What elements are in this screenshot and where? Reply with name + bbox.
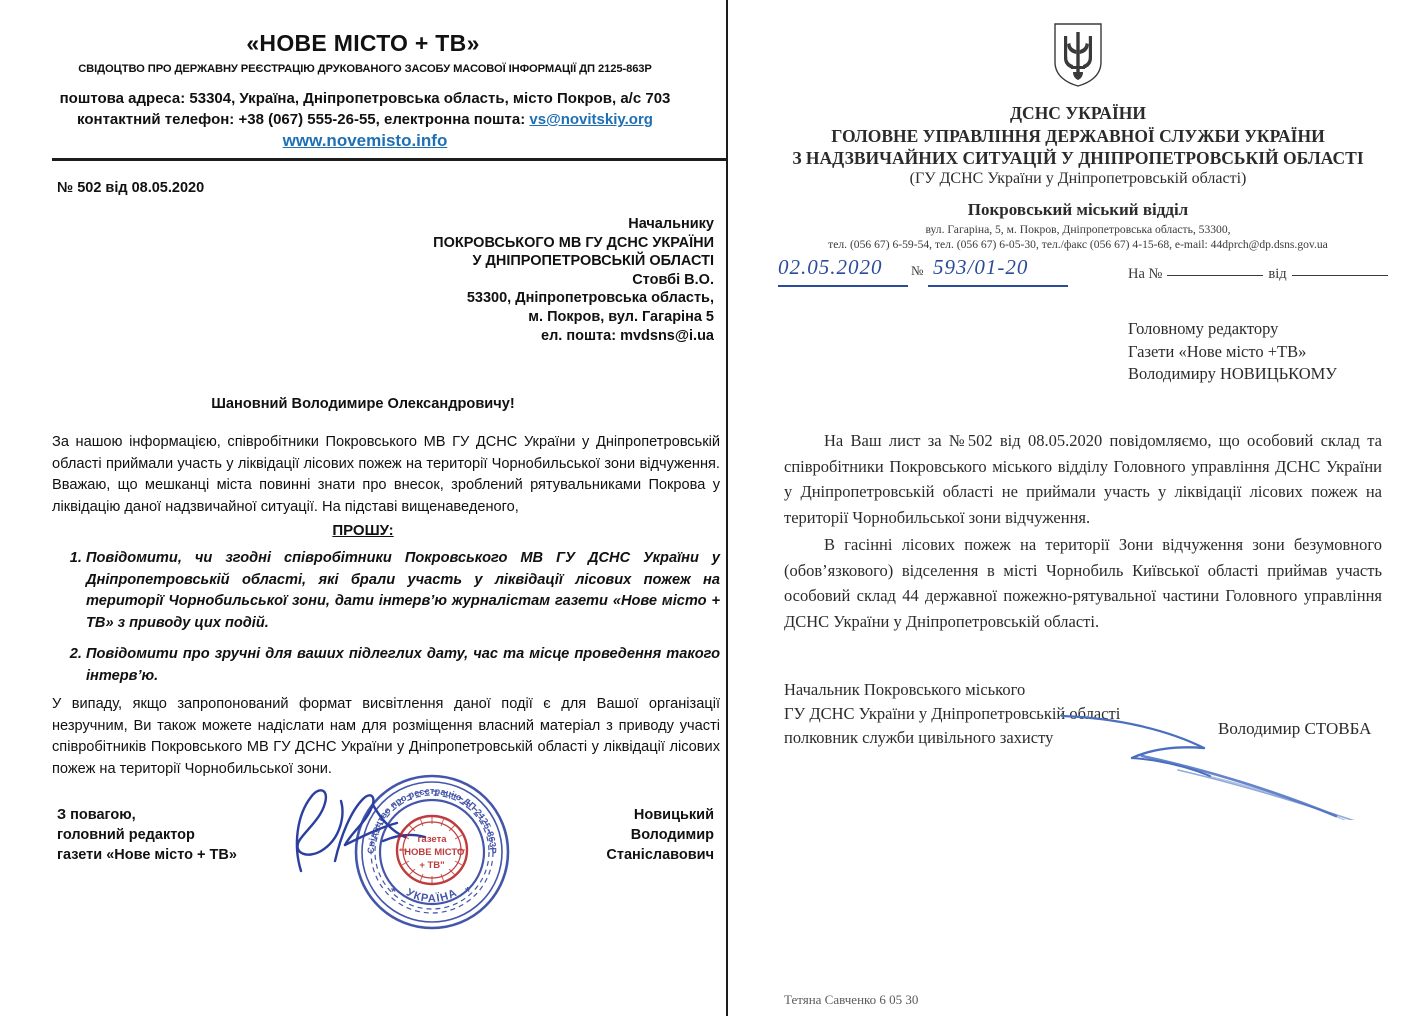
request-heading: ПРОШУ: (332, 522, 394, 539)
registration-number-field (778, 255, 1068, 289)
organization-name-block (738, 102, 1418, 170)
postal-address-line: поштова адреса: 53304, Україна, Дніпропетровська область, місто Покров, а/с 703 (59, 90, 671, 107)
organization-short-name: (ГУ ДСНС України у Дніпропетровській області) (909, 170, 1247, 187)
recipient-line: Володимиру НОВИЦЬКОМУ (1128, 364, 1337, 383)
org-line: З НАДЗВИЧАЙНИХ СИТУАЦІЙ У ДНІПРОПЕТРОВСЬКІЙ ОБЛАСТІ (792, 148, 1364, 168)
handwritten-registration-date: 02.05.2020 (778, 255, 883, 279)
svg-text:*: * (465, 884, 471, 899)
addressee-line: ПОКРОВСЬКОГО МВ ГУ ДСНС УКРАЇНИ (433, 234, 714, 251)
signer-firstname: Володимир (630, 827, 714, 843)
addressee-line: 53300, Дніпропетровська область, (466, 290, 714, 307)
letter-body-paragraph-2: У випаду, якщо запропонований формат висвітлення даної події є для Вашої організації незручним, Ви також можете надіслати нам для розміщення власний матеріал з приводу участі співробітників Покровського МВ ГУ ДСНС України у Дніпропетровській області у ліквідації лісових пожеж на території Чорнобильської зони. (52, 696, 720, 777)
department-address-line: вул. Гагаріна, 5, м. Покров, Дніпропетровська область, 53300, (925, 223, 1231, 236)
stamp-inner-line-2: "НОВЕ МІСТО (399, 847, 465, 858)
reply-body-paragraph-2: В гасінні лісових пожеж на території Зони відчуження зони безумовного (обов’язкового) відселення в місті Чорнобиль Київської області приймав участь особовий склад 44 державної пожежно-рятувальної частини Головного управління ДСНС України у Дніпропетровській області. (784, 535, 1382, 631)
ukraine-trident-emblem-icon (1051, 22, 1105, 88)
addressee-line: У ДНІПРОПЕТРОВСЬКІЙ ОБЛАСТІ (472, 253, 714, 270)
document-preparer-footer: Тетяна Савченко 6 05 30 (784, 992, 919, 1007)
signoff-line: газети «Нове місто + ТВ» (57, 847, 237, 863)
reply-ref-blank[interactable] (1167, 262, 1263, 276)
stamp-outer-top-text: Свідоцтво про реєстрацію ДП 2125-863Р (365, 785, 499, 854)
signer-name: Володимир СТОВБА (1218, 719, 1372, 738)
request-item: 1. Повідомити, чи згодні співробітники Покровського МВ ГУ ДСНС України у Дніпропетровській області, які брали участь у ліквідації лісових пожеж на території Чорнобильської зони, дати інтерв’ю журналістам газети «Нове місто + ТВ» з приводу цих подій. (86, 548, 720, 634)
department-name: Покровський міський відділ (967, 200, 1189, 219)
phone-label: контактний телефон: +38 (067) 555-26-55, електронна пошта: (77, 111, 530, 128)
org-line: ДСНС УКРАЇНИ (1010, 103, 1146, 123)
signoff-line: головний редактор (57, 827, 195, 843)
registration-number-underline (928, 285, 1068, 287)
addressee-line: Начальнику (628, 216, 714, 232)
registration-certificate-line: СВІДОЦТВО ПРО ДЕРЖАВНУ РЕЄСТРАЦІЮ ДРУКОВАНОГО ЗАСОБУ МАСОВОЇ ІНФОРМАЦІЇ ДП 2125-863Р (78, 63, 652, 75)
website-link[interactable] (40, 131, 690, 151)
stamp-inner-line-3: + ТВ" (419, 860, 445, 871)
right-document-reply-letter (728, 0, 1428, 1016)
recipient-line: Головному редактору (1128, 319, 1279, 338)
signer-title-line: Начальник Покровського міського (784, 680, 1026, 699)
official-round-stamp (352, 772, 512, 932)
signoff-role-block (57, 805, 237, 865)
department-address-line: тел. (056 67) 6-59-54, тел. (056 67) 6-05-30, тел./факс (056 67) 4-15-68, e-mail: 44dprch@dp.dsns.gov.ua (828, 238, 1328, 251)
phone-email-line (40, 109, 690, 130)
letter-body-paragraph-1: За нашою інформацією, співробітники Покровського МВ ГУ ДСНС України у Дніпропетровській області приймали участь у ліквідації лісових пожеж на території Чорнобильської зони відчуження. Вважаю, що мешканці міста повинні знати про внесок, зроблений рятувальниками Покрова у ліквідацію даної надзвичайної ситуації. На підставі вищенаведеного, (52, 434, 720, 515)
registration-date-underline (778, 285, 908, 287)
svg-text:*: * (391, 884, 397, 899)
recipient-block (1128, 318, 1428, 386)
signer-title-line: ГУ ДСНС України у Дніпропетровській області (784, 704, 1121, 723)
letter-reference-number: № 502 від 08.05.2020 (57, 180, 205, 196)
request-items-list (52, 548, 720, 697)
addressee-line: ел. пошта: mvdsns@i.ua (541, 327, 714, 344)
signoff-line: З повагою, (57, 807, 136, 823)
signer-patronymic: Станіславович (606, 847, 714, 863)
reply-date-blank[interactable] (1292, 262, 1388, 276)
signer-surname: Новицький (633, 807, 714, 823)
masthead-title: «НОВЕ МІСТО + ТВ» (246, 30, 480, 56)
addressee-line: м. Покров, вул. Гагаріна 5 (528, 308, 714, 325)
handwritten-registration-number: 593/01-20 (933, 255, 1029, 279)
masthead-contact-block (40, 88, 690, 130)
reply-ref-label: На № (1128, 266, 1163, 282)
reply-reference-field (1128, 262, 1393, 283)
stamp-inner-line-1: газета (417, 834, 447, 845)
org-line: ГОЛОВНЕ УПРАВЛІННЯ ДЕРЖАВНОЇ СЛУЖБИ УКРАЇНИ (831, 125, 1325, 146)
stamp-outer-bottom-text: УКРАЇНА (404, 886, 460, 906)
addressee-line: Стовбі В.О. (632, 271, 714, 288)
reply-date-label: від (1268, 266, 1287, 282)
website-link-text[interactable]: www.novemisto.info (282, 131, 448, 150)
letter-greeting: Шановний Володимире Олександровичу! (211, 396, 515, 412)
recipient-line: Газети «Нове місто +ТВ» (1128, 341, 1307, 361)
email-link[interactable]: vs@novitskiy.org (529, 111, 653, 128)
department-contact-block (738, 222, 1418, 252)
masthead-rule (52, 158, 726, 161)
addressee-block (154, 215, 714, 345)
reply-body-paragraph-1: На Ваш лист за №502 від 08.05.2020 повідомляємо, що особовий склад та співробітники Покровського міського відділу Головного управління ДСНС України у Дніпропетровській області не приймали участь у ліквідації лісових пожеж на території Чорнобильської зони відчуження. (784, 431, 1382, 527)
number-sign-label: № (911, 263, 924, 278)
signer-title-line: полковник служби цивільного захисту (784, 728, 1054, 747)
svg-text:УКРАЇНА (404, 887, 459, 905)
handwritten-signature-icon (1058, 690, 1388, 820)
request-item: 2. Повідомити про зручні для ваших підлеглих дату, час та місце проведення такого інтерв’ю. (86, 644, 720, 687)
